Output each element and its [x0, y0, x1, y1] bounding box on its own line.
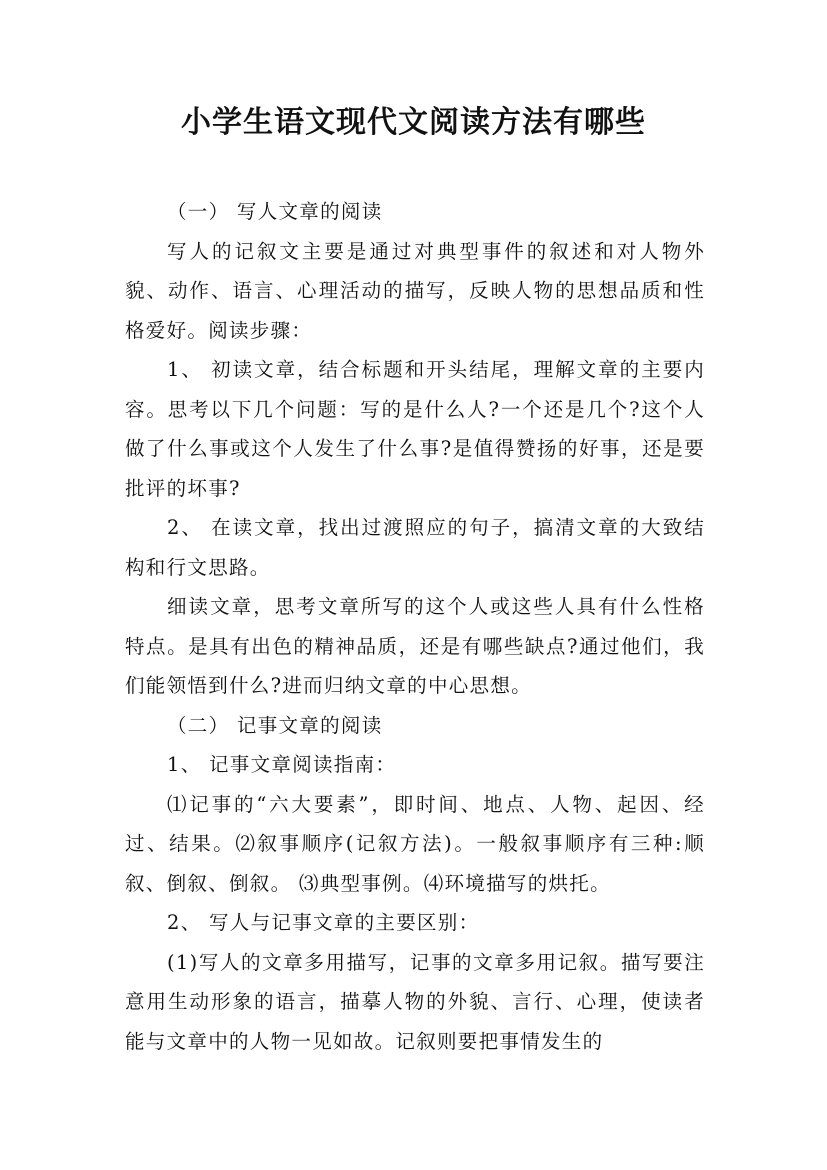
- paragraph-guide-heading: 1、 记事文章阅读指南：: [167, 753, 397, 776]
- paragraph-difference-1: (1)写人的文章多用描写，记事的文章多用记叙。描写要注意用生动形象的语言，描摹人物的外貌、言行、心理，使读者能与文章中的人物一见如故。记叙则要把事情发生的: [125, 950, 705, 1053]
- section-heading-events: （二） 记事文章的阅读: [167, 713, 383, 737]
- paragraph-six-elements: ⑴记事的“六大要素”，即时间、地点、人物、起因、经过、结果。⑵叙事顺序(记叙方法)。一般叙事顺序有三种:顺叙、倒叙、倒叙。 ⑶典型事例。⑷环境描写的烘托。: [125, 792, 705, 895]
- document-title: 小学生语文现代文阅读方法有哪些: [181, 105, 646, 140]
- paragraph-step-2: 2、 在读文章，找出过渡照应的句子，搞清文章的大致结构和行文思路。: [125, 516, 705, 579]
- document-body: [125, 192, 705, 1061]
- section-heading-people: （一） 写人文章的阅读: [167, 200, 383, 223]
- paragraph-close-reading: 细读文章，思考文章所写的这个人或这些人具有什么性格特点。是具有出色的精神品质，还是有哪些缺点?通过他们，我们能领悟到什么?进而归纳文章的中心思想。: [125, 595, 705, 697]
- paragraph-difference-heading: 2、 写人与记事文章的主要区别：: [167, 911, 480, 934]
- paragraph-intro: 写人的记叙文主要是通过对典型事件的叙述和对人物外貌、动作、语言、心理活动的描写，反映人物的思想品质和性格爱好。阅读步骤：: [125, 239, 705, 342]
- paragraph-step-1: 1、 初读文章，结合标题和开头结尾，理解文章的主要内容。思考以下几个问题：写的是什么人?一个还是几个?这个人做了什么事或这个人发生了什么事?是值得赞扬的好事，还是要批评的坏事?: [125, 358, 705, 500]
